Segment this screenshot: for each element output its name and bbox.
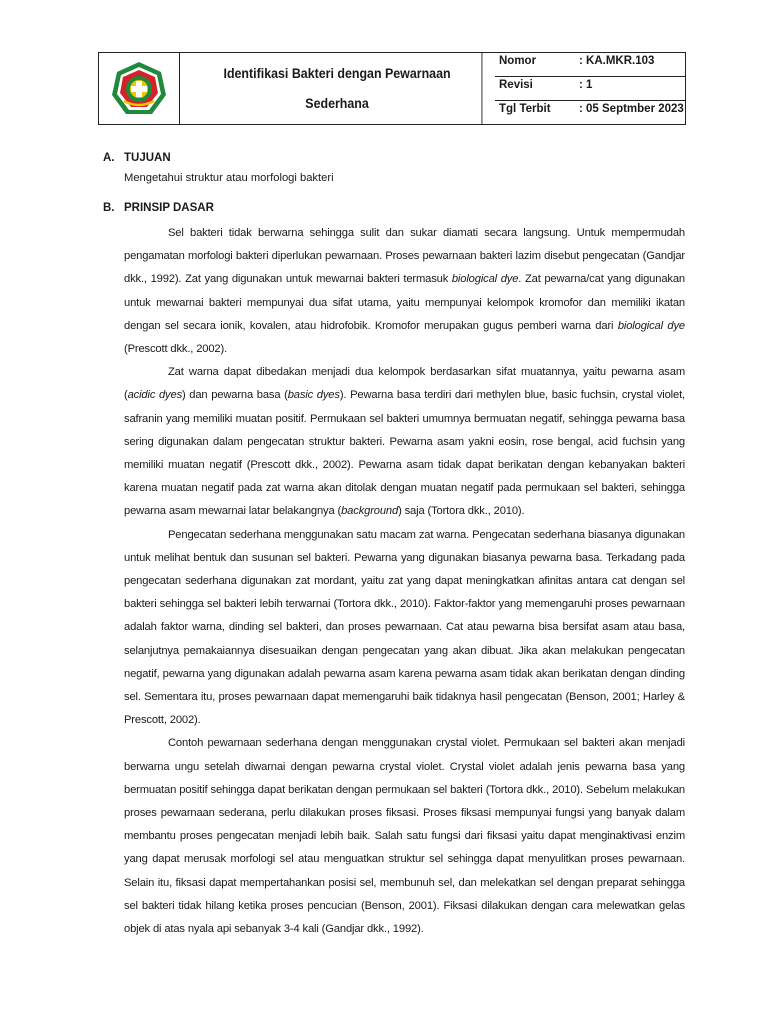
- meta-row-nomor: [495, 53, 685, 77]
- text-run: ). Pewarna basa terdiri dari methylen blue, basic fuchsin, crystal violet, safranin yang memiliki muatan positif. Permukaan sel bakteri umumnya bermuatan negatif, sehingga pewarna basa sering digunakan dalam pengecatan struktur bakteri. Pewarna asam yakni eosin, rose bengal, acid fuchsin yang memiliki muatan negatif (Prescott dkk., 2002). Pewarna asam tidak dapat berikatan dengan kebanyakan bakteri karena muatan negatif pada zat warna akan ditolak dengan muatan negatif pada permukaan sel bakteri, sehingga pewarna asam mewarnai latar belakangnya (: [124, 389, 685, 518]
- meta-value: : 05 Septmber 2023: [579, 103, 684, 115]
- meta-label: Tgl Terbit: [499, 103, 551, 115]
- document-body: [103, 140, 685, 941]
- section-title: PRINSIP DASAR: [124, 202, 214, 214]
- title-line-1: Identifikasi Bakteri dengan Pewarnaan: [223, 65, 451, 81]
- italic-run: acidic dyes: [127, 389, 183, 402]
- text-run: . Zat pewarna/cat yang digunakan untuk mewarnai bakteri mempunyai dua sifat utama, yaitu mempunyai kelompok kromofor dan memiliki ikatan dengan sel secara ionik, kovalen, atau hidrofobik. Kromofor merupakan gugus pemberi warna dari: [124, 273, 685, 332]
- meta-row-tgl-terbit: [495, 101, 685, 124]
- section-b-heading: [103, 198, 685, 218]
- text-run: (Prescott dkk., 2002).: [124, 343, 228, 356]
- meta-row-revisi: [495, 77, 685, 101]
- document-header: [98, 52, 686, 125]
- paragraph-4: Contoh pewarnaan sederhana dengan menggunakan crystal violet. Permukaan sel bakteri akan menjadi berwarna ungu setelah diwarnai dengan pewarna crystal violet. Crystal violet adalah jenis pewarna basa yang bermuatan positif sehingga dapat berikatan dengan permukaan sel bakteri (Tortora dkk., 2010). Sebelum melakukan proses pewarnaan sederana, perlu dilakukan proses fiksasi. Proses fiksasi mempunyai fungsi yang banyak dalam membantu proses pengecatan menjadi lebih baik. Salah satu fungsi dari fiksasi yaitu dapat menginaktivasi enzim yang dapat merusak morfologi sel atau menguatkan struktur sel sehingga dapat menyulitkan proses pewarnaan. Selain itu, fiksasi dapat mempertahankan posisi sel, membunuh sel, dan melekatkan sel dengan preparat sehingga sel bakteri tidak hilang ketika proses pencucian (Benson, 2001). Fiksasi dilakukan dengan cara melewatkan gelas objek di atas nyala api sebanyak 3-4 kali (Gandjar dkk., 1992).: [124, 737, 685, 936]
- text-run: ) saja (Tortora dkk., 2010).: [398, 505, 525, 518]
- document-meta: [495, 53, 685, 124]
- section-number: A.: [103, 152, 115, 164]
- meta-value: : 1: [579, 79, 593, 91]
- meta-label: Revisi: [499, 79, 533, 91]
- paragraph-3: Pengecatan sederhana menggunakan satu macam zat warna. Pengecatan sederhana biasanya digunakan untuk melihat bentuk dan susunan sel bakteri. Pewarna yang digunakan biasanya pewarna basa. Terkadang pada pengecatan sederhana digunakan zat mordant, yaitu zat yang dapat meningkatkan afinitas antara cat dengan sel bakteri sehingga sel bakteri lebih terwarnai (Tortora dkk., 2010). Faktor-faktor yang memengaruhi proses pewarnaan adalah faktor warna, dinding sel bakteri, dan proses pewarnaan. Cat atau pewarna bisa bersifat asam atau basa, selanjutnya pemakaiannya disesuaikan dengan pengecatan yang akan dibuat. Jika akan melakukan pengecatan negatif, pewarna yang digunakan adalah pewarna asam karena pewarna asam tidak akan berikatan dengan dinding sel. Sementara itu, proses pewarnaan dapat memengaruhi baik tidaknya hasil pengecatan (Benson, 2001; Harley & Prescott, 2002).: [124, 528, 685, 727]
- paragraph-2: [103, 361, 685, 523]
- italic-run: biological dye: [617, 319, 685, 332]
- logo-cell: [99, 53, 180, 124]
- title-line-2: Sederhana: [305, 95, 369, 111]
- italic-run: basic dyes: [287, 389, 340, 402]
- section-title: TUJUAN: [124, 152, 171, 164]
- institution-logo-icon: [110, 60, 168, 118]
- text-run: Zat warna dapat dibedakan menjadi dua kelompok berdasarkan sifat muatannya, yaitu pewarna asam (: [124, 366, 685, 402]
- meta-label: Nomor: [499, 55, 537, 67]
- text-run: ) dan pewarna basa (: [182, 389, 288, 402]
- italic-run: background: [341, 505, 399, 518]
- text-run: Sel bakteri tidak berwarna sehingga sulit dan sukar diamati secara langsung. Untuk mempermudah pengamatan morfologi bakteri diperlukan pewarnaan. Proses pewarnaan bakteri lazim disebut pengecatan (Gandjar dkk., 1992). Zat yang digunakan untuk mewarnai bakteri termasuk: [124, 227, 685, 286]
- italic-run: biological dye: [451, 273, 519, 286]
- document-title: [193, 53, 483, 124]
- section-number: B.: [103, 202, 115, 214]
- meta-value: : KA.MKR.103: [579, 55, 655, 67]
- paragraph-1: [103, 222, 685, 361]
- section-a-text: Mengetahui struktur atau morfologi bakteri: [124, 172, 334, 184]
- section-a-heading: [103, 148, 685, 168]
